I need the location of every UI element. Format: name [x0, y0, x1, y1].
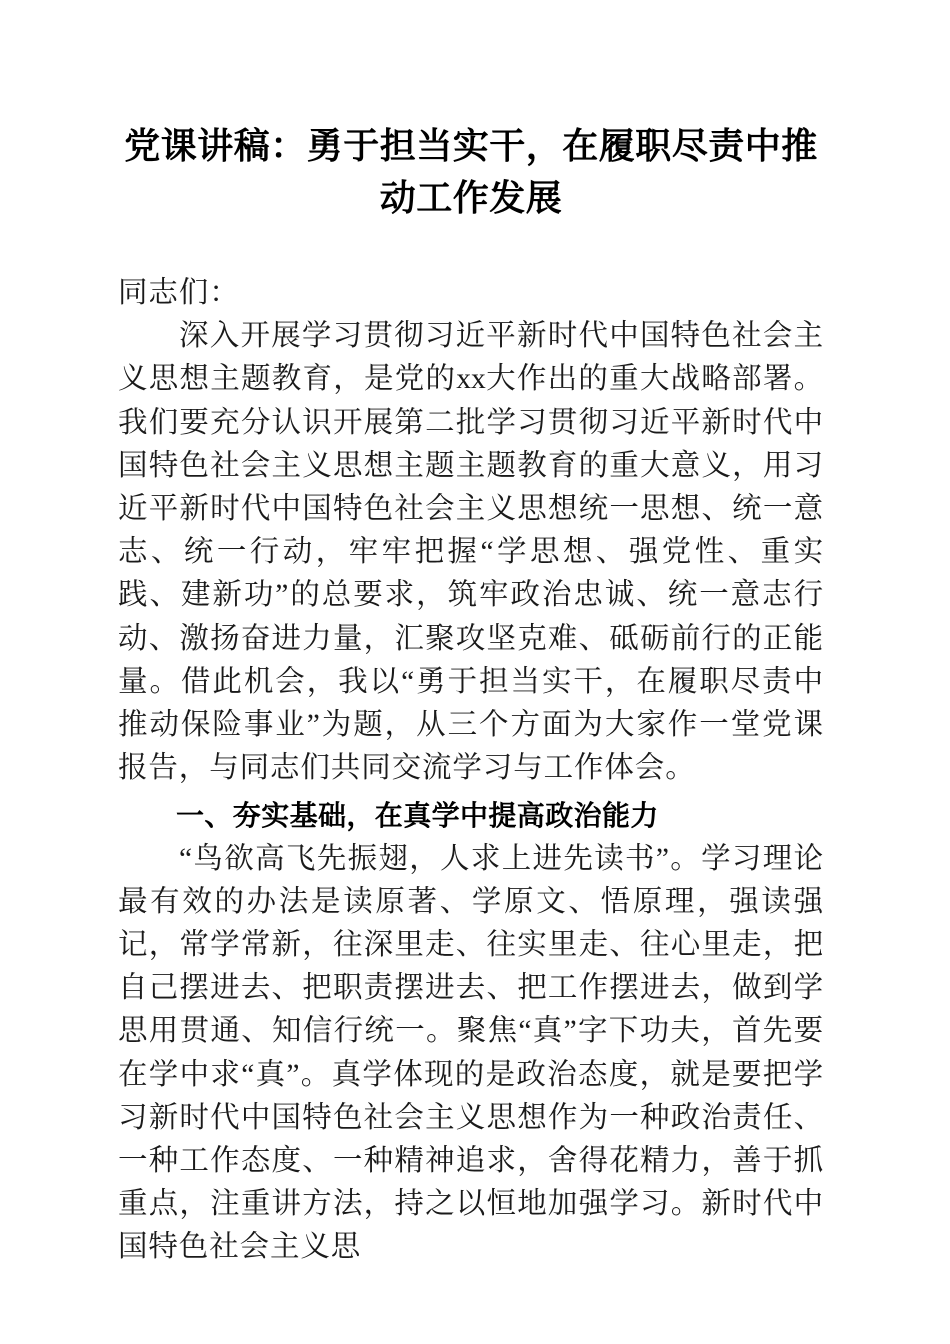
salutation: 同志们： — [118, 277, 240, 309]
paragraph-intro-latin-token: xx — [456, 363, 486, 396]
paragraph-intro-part-2: 大作出的重大战略部署。我们要充分认识开展第二批学习贯彻习近平新时代中国特色社会主义思想主题主题教育的重大意义，用习近平新时代中国特色社会主义思想统一思想、统一意志、统一行动，牢牢把握“学思想、强党性、重实践、建新功”的总要求，筑牢政治忠诚、统一意志行动、激扬奋进力量，汇聚攻坚克难、砥砺前行的正能量。借此机会，我以“勇于担当实干，在履职尽责中推动保险事业”为题，从三个方面为大家作一堂党课报告，与同志们共同交流学习与工作体会。 — [118, 363, 824, 785]
document-content — [118, 0, 824, 1270]
page-title-line-1: 党课讲稿：勇于担当实干，在履职尽责中推动 — [124, 126, 818, 218]
paragraph-intro-part-1: 深入开展学习贯彻习近平新时代中国特色社会主义思想主题教育，是党的 — [118, 320, 824, 396]
section-heading-1: 一、夯实基础，在真学中提高政治能力 — [176, 800, 659, 832]
section-1-paragraph: “鸟欲高飞先振翅，人求上进先读书”。学习理论最有效的办法是读原著、学原文、悟原理，强读强记，常学常新，往深里走、往实里走、往心里走，把自己摆进去、把职责摆进去、把工作摆进去，做到学思用贯通、知信行统一。聚焦“真”字下功夫，首先要在学中求“真”。真学体现的是政治态度，就是要把学习新时代中国特色社会主义思想作为一种政治责任、一种工作态度、一种精神追求，舍得花精力，善于抓重点，注重讲方法，持之以恒地加强学习。新时代中国特色社会主义思 — [118, 842, 824, 1264]
page-title — [118, 0, 824, 224]
paragraph-intro — [118, 315, 824, 790]
page-title-line-2: 工作发展 — [416, 178, 563, 218]
